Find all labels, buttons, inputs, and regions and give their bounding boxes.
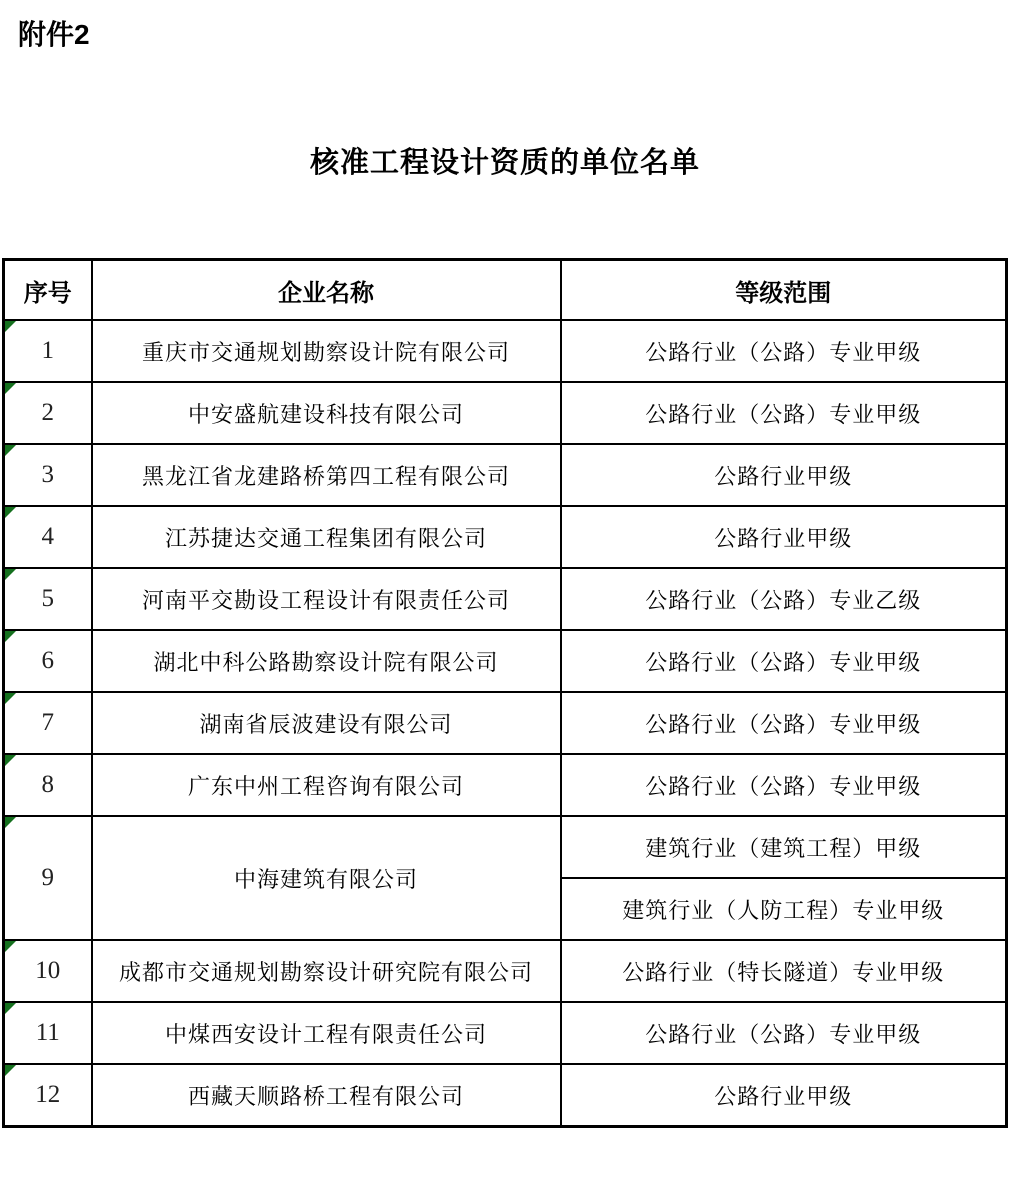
green-triangle-icon xyxy=(5,507,16,518)
table-body xyxy=(4,320,1007,1127)
company-name-cell: 广东中州工程咨询有限公司 xyxy=(92,754,561,816)
grade-scope-cell: 公路行业甲级 xyxy=(561,444,1007,506)
grade-scope-cell: 公路行业甲级 xyxy=(561,506,1007,568)
page-title: 核准工程设计资质的单位名单 xyxy=(309,147,700,179)
header-grade-scope: 等级范围 xyxy=(561,260,1007,321)
green-triangle-icon xyxy=(5,445,16,456)
table-row xyxy=(4,568,1007,630)
company-name-cell: 湖南省辰波建设有限公司 xyxy=(92,692,561,754)
header-company-name: 企业名称 xyxy=(92,260,561,321)
row-number: 9 xyxy=(41,864,54,891)
table-row xyxy=(4,940,1007,1002)
green-triangle-icon xyxy=(5,1003,16,1014)
table-header xyxy=(4,260,1007,321)
grade-scope-cell: 公路行业甲级 xyxy=(561,1064,1007,1127)
green-triangle-icon xyxy=(5,569,16,580)
table-row xyxy=(4,816,1007,878)
table-row xyxy=(4,1064,1007,1127)
company-name-cell: 河南平交勘设工程设计有限责任公司 xyxy=(92,568,561,630)
company-name-cell: 成都市交通规划勘察设计研究院有限公司 xyxy=(92,940,561,1002)
row-number: 2 xyxy=(41,399,54,426)
grade-scope-cell: 建筑行业（人防工程）专业甲级 xyxy=(561,878,1007,940)
green-triangle-icon xyxy=(5,631,16,642)
company-name-cell: 湖北中科公路勘察设计院有限公司 xyxy=(92,630,561,692)
green-triangle-icon xyxy=(5,693,16,704)
row-number: 3 xyxy=(41,461,54,488)
row-number: 6 xyxy=(41,647,54,674)
company-name-cell: 黑龙江省龙建路桥第四工程有限公司 xyxy=(92,444,561,506)
green-triangle-icon xyxy=(5,321,16,332)
company-name-cell: 中安盛航建设科技有限公司 xyxy=(92,382,561,444)
table-row xyxy=(4,444,1007,506)
company-name-cell: 中海建筑有限公司 xyxy=(92,816,561,940)
row-number-cell xyxy=(4,692,92,754)
row-number-cell xyxy=(4,506,92,568)
row-number-cell xyxy=(4,444,92,506)
table-row xyxy=(4,382,1007,444)
company-name-cell: 重庆市交通规划勘察设计院有限公司 xyxy=(92,320,561,382)
row-number: 7 xyxy=(41,709,54,736)
header-row xyxy=(4,260,1007,321)
row-number-cell xyxy=(4,568,92,630)
row-number: 10 xyxy=(35,957,61,984)
company-name-cell: 中煤西安设计工程有限责任公司 xyxy=(92,1002,561,1064)
row-number-cell xyxy=(4,940,92,1002)
row-number-cell xyxy=(4,320,92,382)
table-row xyxy=(4,754,1007,816)
row-number-cell xyxy=(4,1002,92,1064)
company-name-cell: 西藏天顺路桥工程有限公司 xyxy=(92,1064,561,1127)
row-number: 8 xyxy=(41,771,54,798)
row-number-cell xyxy=(4,1064,92,1127)
grade-scope-cell: 公路行业（公路）专业甲级 xyxy=(561,1002,1007,1064)
row-number-cell xyxy=(4,382,92,444)
grade-scope-cell: 公路行业（公路）专业甲级 xyxy=(561,630,1007,692)
row-number-cell xyxy=(4,816,92,940)
green-triangle-icon xyxy=(5,1065,16,1076)
header-serial-number: 序号 xyxy=(4,260,92,321)
row-number: 5 xyxy=(41,585,54,612)
company-name-cell: 江苏捷达交通工程集团有限公司 xyxy=(92,506,561,568)
grade-scope-cell: 公路行业（特长隧道）专业甲级 xyxy=(561,940,1007,1002)
row-number-cell xyxy=(4,630,92,692)
table-row xyxy=(4,506,1007,568)
row-number-cell xyxy=(4,754,92,816)
grade-scope-cell: 公路行业（公路）专业甲级 xyxy=(561,382,1007,444)
approved-units-table xyxy=(2,258,1008,1128)
green-triangle-icon xyxy=(5,941,16,952)
table-row xyxy=(4,692,1007,754)
green-triangle-icon xyxy=(5,383,16,394)
table-row xyxy=(4,320,1007,382)
green-triangle-icon xyxy=(5,755,16,766)
grade-scope-cell: 公路行业（公路）专业甲级 xyxy=(561,692,1007,754)
grade-scope-cell: 建筑行业（建筑工程）甲级 xyxy=(561,816,1007,878)
row-number: 1 xyxy=(41,337,54,364)
row-number: 4 xyxy=(41,523,54,550)
grade-scope-cell: 公路行业（公路）专业甲级 xyxy=(561,754,1007,816)
grade-scope-cell: 公路行业（公路）专业甲级 xyxy=(561,320,1007,382)
table-row xyxy=(4,630,1007,692)
table-row xyxy=(4,1002,1007,1064)
attachment-label: 附件2 xyxy=(18,19,90,50)
green-triangle-icon xyxy=(5,817,16,828)
row-number: 12 xyxy=(35,1081,61,1108)
grade-scope-cell: 公路行业（公路）专业乙级 xyxy=(561,568,1007,630)
row-number: 11 xyxy=(35,1019,60,1046)
